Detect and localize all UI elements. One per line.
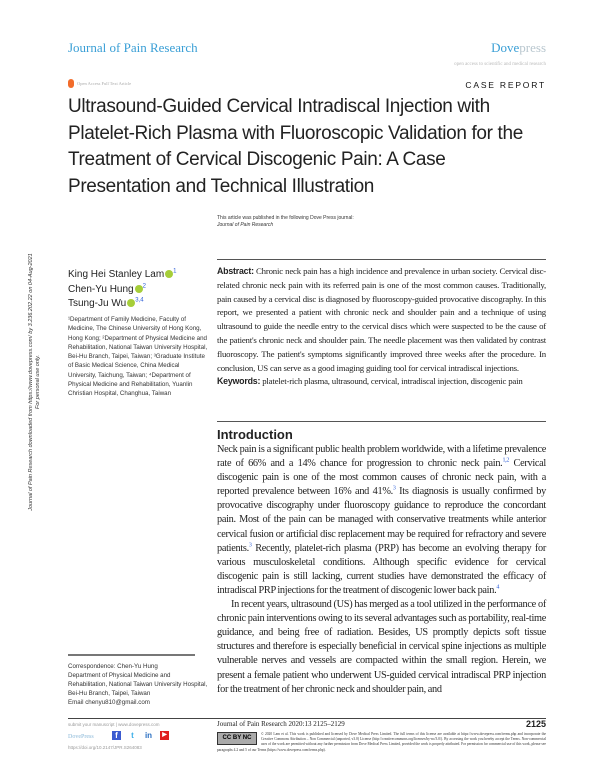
twitter-icon[interactable]: t <box>131 731 134 740</box>
page-number: 2125 <box>525 719 546 729</box>
citation-link[interactable]: 3 <box>248 542 252 549</box>
divider <box>217 259 546 260</box>
journal-name: Journal of Pain Research <box>68 40 198 55</box>
open-access-text: Open Access Full Text Article <box>77 81 132 86</box>
linkedin-icon[interactable]: in <box>144 731 153 740</box>
text: Its diagnosis is usually confirmed by provocative discography under fluoroscopy guidance to reproduce the concordant pain. Most of the pain can be managed with conservative treatments while anterior cervical fusion or artificial disc replacement may be required for refractory and severe patients. <box>217 486 546 554</box>
submit-manuscript-link[interactable]: submit your manuscript | www.dovepress.com <box>68 722 160 727</box>
introduction-body <box>217 443 546 697</box>
facebook-icon[interactable]: f <box>112 731 121 740</box>
author-name: Tsung-Ju Wu <box>68 298 127 309</box>
pub-note-line1: This article was published in the following Dove Press journal: <box>217 215 354 221</box>
paragraph: In recent years, ultrasound (US) has merged as a tool utilized in the performance of chronic pain interventions owing to its several advantages such as portability, real-time guidance, and being free of radiation. Besides, US promptly depicts soft tissue structures and therefore is especially beneficial in cervical spine injections as multiple vulnerable nerves and vessels are compacted within the small region. Herein, we present a female patient who underwent US-guided cervical intradiscal PRP injection for the treatment of her chronic neck and shoulder pain, and <box>217 599 546 695</box>
author <box>68 283 177 298</box>
section-heading-introduction: Introduction <box>217 427 293 442</box>
text: Recently, platelet-rich plasma (PRP) has become an evolving therapy for various musculoskeletal conditions. Although specific evidence for cervical discogenic pain is still lacking, current studies have demonstrated the efficacy of intradiscal PRP injections for the treatment of discogenic lower back pain. <box>217 542 546 596</box>
text: Cervical discogenic pain is one of the most common causes of chronic neck pain, with a reported prevalence between 16% and 41%. <box>217 458 546 498</box>
divider <box>217 421 546 422</box>
correspondence-email[interactable]: Email chenyu810@gmail.com <box>68 699 150 706</box>
author-name: Chen-Yu Hung <box>68 283 134 295</box>
download-watermark <box>30 160 40 600</box>
orcid-icon[interactable] <box>165 270 173 278</box>
open-access-label <box>68 79 131 88</box>
watermark-line1: Journal of Pain Research downloaded from https://www.dovepress.com/ by 3.236.202.22 on 04-Aug-2021 <box>28 253 34 511</box>
cc-license-badge[interactable]: CC BY NC <box>217 732 257 745</box>
pub-note-journal: Journal of Pain Research <box>217 222 274 228</box>
watermark-line2: For personal use only. <box>35 355 41 410</box>
divider <box>68 654 195 656</box>
orcid-icon[interactable] <box>127 299 135 307</box>
author-affil-sup[interactable]: 1 <box>173 268 177 275</box>
license-block <box>217 732 546 753</box>
doi-link[interactable]: https://doi.org/10.2147/JPR.S264083 <box>68 745 142 750</box>
correspondence-address: Department of Physical Medicine and Rehabilitation, National Taiwan University Hospital, Bei-Hu Branch, Taipei, Taiwan <box>68 672 208 697</box>
text: Neck pain is a significant public health problem worldwide, with a lifetime prevalence rate of 66% and a 14% chance for progression to chronic neck pain. <box>217 444 546 470</box>
abstract-text: Chronic neck pain has a high incidence and prevalence in urban society. Cervical disc-related chronic neck pain with its referred pain is one of the most common causes. Traditionally, pain caused by a cervical disc is diagnosed by fluoroscopy-guided provocative discography. In this report, we presented a patient with chronic neck and shoulder pain and a technique of using ultrasound to guide the needle entry to the cervical discs which were suspected to be the cause of the patient's chronic neck and shoulder pain. The needle placement was then validated by contrast fluoroscopy. The patient's symptoms significantly improved three weeks after the procedure. In conclusion, US can serve as a good imaging guiding tool for cervical intradiscal injections. <box>217 266 546 373</box>
author-affil-sup[interactable]: 3,4 <box>135 297 144 304</box>
citation-link[interactable]: 4 <box>496 584 500 591</box>
publisher-main: Dove <box>491 40 520 55</box>
license-text: © 2020 Lam et al. This work is published and licensed by Dove Medical Press Limited. The full terms of this license are available at https://www.dovepress.com/terms.php and incorporate the Creative Commons Attribution – Non Commercial (unported, v3.0) License (http://creativecommons.org/licenses/by-nc/3.0/). By accessing the work you hereby accept the Terms. Non-commercial uses of the work are permitted without any further permission from Dove Medical Press Limited, provided the work is properly attributed. For permission for commercial use of this work, please see paragraphs 4.2 and 5 of our Terms (https://www.dovepress.com/terms.php). <box>217 732 546 752</box>
author <box>68 297 177 312</box>
dovepress-logo[interactable]: DovePress <box>68 734 94 740</box>
author-list <box>68 268 177 312</box>
social-links <box>112 731 169 740</box>
footer-citation: Journal of Pain Research 2020:13 2125–2129 <box>217 720 345 728</box>
publication-note <box>217 215 354 229</box>
paragraph <box>217 443 546 598</box>
citation-link[interactable]: 1,2 <box>502 457 510 464</box>
publisher-tagline: open access to scientific and medical research <box>454 62 546 67</box>
abstract <box>217 265 546 389</box>
article-type: CASE REPORT <box>465 80 546 90</box>
author <box>68 268 177 283</box>
article-title: Ultrasound-Guided Cervical Intradiscal Injection with Platelet-Rich Plasma with Fluoroscopic Validation for the Treatment of Cervical Discogenic Pain: A Case Presentation and Technical Illustration <box>68 96 523 197</box>
publisher-suffix: press <box>519 40 546 55</box>
citation-link[interactable]: 3 <box>392 485 396 492</box>
author-affil-sup[interactable]: 2 <box>142 283 146 290</box>
correspondence-name: Correspondence: Chen-Yu Hung <box>68 663 158 670</box>
author-name: King Hei Stanley Lam <box>68 269 165 280</box>
abstract-label: Abstract: <box>217 266 254 276</box>
keywords: platelet-rich plasma, ultrasound, cervical, intradiscal injection, discogenic pain <box>262 376 523 387</box>
orcid-icon[interactable] <box>135 285 143 293</box>
keywords-label: Keywords: <box>217 376 261 387</box>
footer-divider <box>68 718 546 719</box>
youtube-icon[interactable]: ▶ <box>160 731 169 740</box>
publisher-logo <box>491 40 546 56</box>
open-access-lock-icon <box>68 79 74 88</box>
correspondence <box>68 662 208 707</box>
affiliations: ¹Department of Family Medicine, Faculty of Medicine, The Chinese University of Hong Kong, Hong Kong; ²Department of Physical Medicine and Rehabilitation, National Taiwan University Hospital, Bei-Hu Branch, Taipei, Taiwan; ³Graduate Institute of Basic Medical Science, China Medical University, Taichung, Taiwan; ⁴Department of Physical Medicine and Rehabilitation, Yuanlin Christian Hospital, Changhua, Taiwan <box>68 316 208 398</box>
